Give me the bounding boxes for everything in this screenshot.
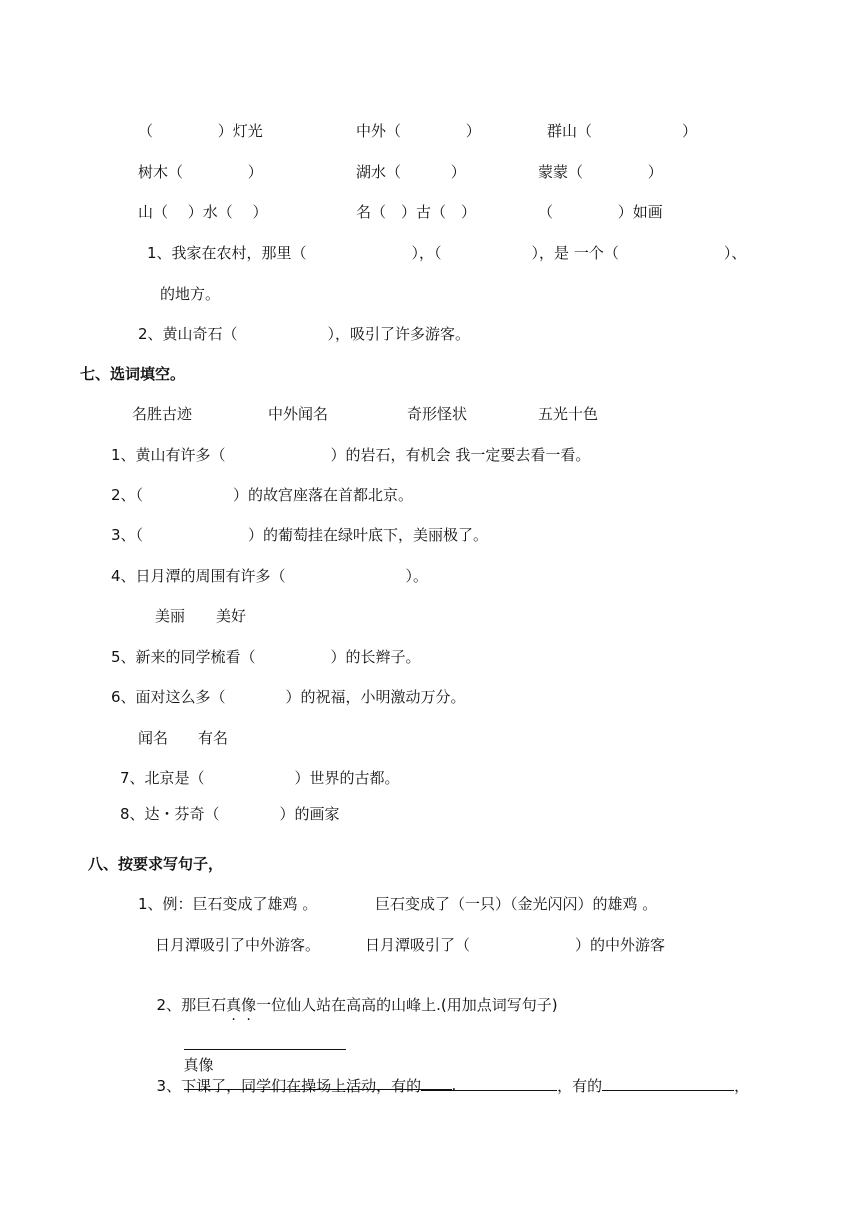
word-option: 五光十色	[538, 405, 599, 423]
word-option: 美丽	[155, 607, 186, 625]
blank-line[interactable]	[184, 1035, 346, 1050]
question-7-2: 2、（ ）的故宫座落在首都北京。	[111, 486, 414, 504]
question-8-3-c: ，	[734, 1077, 750, 1095]
fill-item-shan-shui: 山（ ）水（ ）	[138, 203, 268, 221]
question-7-1: 1、黄山有许多（ ）的岩石，有机会 我一定要去看一看。	[111, 446, 591, 464]
question-8-2	[147, 975, 558, 1015]
question-8-3-b: ，有的	[557, 1077, 603, 1095]
fill-item-shu-mu: 树木（ ）	[138, 163, 263, 181]
answer-mid-word: 真像	[183, 1056, 214, 1074]
blank-line[interactable]	[602, 1076, 734, 1091]
example-question-a: 日月潭吸引了中外游客。	[155, 936, 321, 954]
fill-item-ming-gu: 名（ ）古（ ）	[356, 203, 477, 221]
dotted-char: 真	[226, 996, 242, 1014]
sentence-2: 2、黄山奇石（ ），吸引了许多游客。	[138, 325, 471, 343]
fill-item-zhong-wai: 中外（ ）	[356, 122, 481, 140]
fill-item-hu-shui: 湖水（ ）	[356, 163, 466, 181]
answer-end-period: .	[451, 1076, 457, 1094]
question-8-2-prefix: 2、那巨石	[156, 996, 227, 1014]
fill-item-qun-shan: 群山（ ）	[547, 122, 698, 140]
word-option: 中外闻名	[268, 405, 329, 423]
question-7-4: 4、日月潭的周围有许多（ ）。	[111, 567, 429, 585]
dotted-char: 像	[241, 996, 257, 1014]
question-7-8: 8、达・芬奇（ ）的画家	[120, 805, 340, 823]
question-8-3	[147, 1056, 749, 1096]
word-option: 有名	[198, 729, 229, 747]
word-option: 奇形怪状	[407, 405, 468, 423]
example-question-b: 日月潭吸引了（ ）的中外游客	[365, 936, 666, 954]
question-7-3: 3、（ ）的葡萄挂在绿叶底下，美丽极了。	[111, 526, 489, 544]
question-7-5: 5、新来的同学梳看（ ）的长辫子。	[111, 648, 421, 666]
word-option: 名胜古迹	[132, 405, 193, 423]
blank-line[interactable]	[421, 1076, 557, 1091]
sentence-1-line-1: 1、我家在农村，那里（ ），（ ），是 一个（ ）、	[147, 244, 747, 262]
question-8-3-a: 3、下课了，同学们在操场上活动，有的	[156, 1077, 422, 1095]
fill-item-deng-guang: （ ）灯光	[138, 122, 263, 140]
question-8-2-suffix: 一位仙人站在高高的山峰上.(用加点词写句子)	[256, 996, 558, 1014]
section-7-title: 七、选词填空。	[80, 365, 186, 383]
section-8-title: 八、按要求写句子，	[88, 855, 224, 873]
example-label: 1、例：巨石变成了雄鸡 。	[138, 895, 318, 913]
word-option: 闻名	[138, 729, 169, 747]
sentence-1-line-2: 的地方。	[160, 285, 221, 303]
word-option: 美好	[216, 607, 247, 625]
example-answer: 巨石变成了（一只）（金光闪闪）的雄鸡 。	[375, 895, 658, 913]
question-7-7: 7、北京是（ ）世界的古都。	[120, 769, 400, 787]
fill-item-meng-meng: 蒙蒙（ ）	[538, 163, 663, 181]
question-7-6: 6、面对这么多（ ）的祝福，小明激动万分。	[111, 688, 466, 706]
fill-item-ru-hua: （ ）如画	[538, 203, 663, 221]
